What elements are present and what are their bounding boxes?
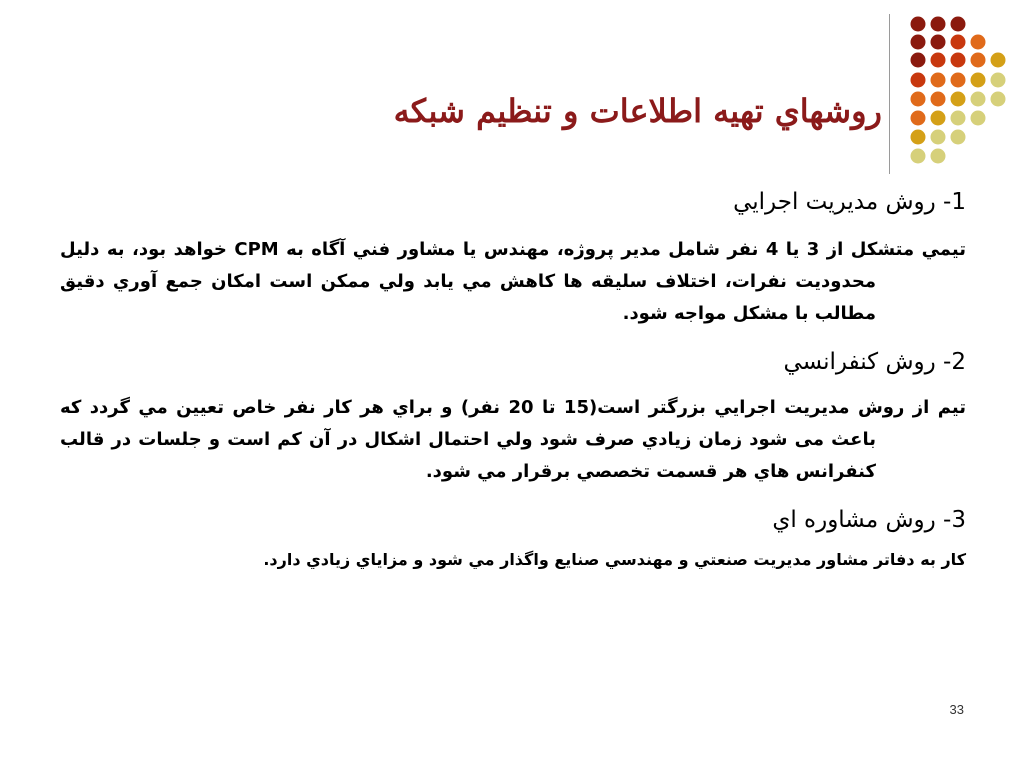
decorative-dot (991, 73, 1006, 88)
decorative-dot (991, 53, 1006, 68)
decorative-dot (951, 53, 966, 68)
decorative-dot (931, 73, 946, 88)
section-2-text: تيم از روش مديريت اجرايي بزرگتر است(15 تا 20 نفر) و براي هر كار نفر خاص تعيين مي گردد كه باعث می شود زمان زيادي صرف شود ولي احتمال اشكال در آن كم است و جلسات در قالب كنفرانس هاي هر قسمت تخصصي برقرار مي شود. (60, 397, 966, 482)
decorative-dot (911, 35, 926, 50)
decorative-dot (971, 73, 986, 88)
section-1-text: تيمي متشكل از 3 يا 4 نفر شامل مدير پروژه، مهندس يا مشاور فني آگاه به CPM خواهد بود، به دليل محدوديت نفرات، اختلاف سليقه ها كاهش مي يابد ولي ممكن است امكان جمع آوري دقيق مطالب با مشكل مواجه شود. (60, 239, 966, 324)
decorative-dot (971, 35, 986, 50)
decorative-dot (931, 92, 946, 107)
section-1-heading: 1- روش مديريت اجرايي (733, 189, 966, 215)
section-3-text: كار به دفاتر مشاور مديريت صنعتي و مهندسي صنايع واگذار مي شود و مزاياي زيادي دارد. (263, 550, 966, 569)
decorative-dot (911, 17, 926, 32)
decorative-dot (971, 111, 986, 126)
decorative-dot (911, 92, 926, 107)
decorative-dot (951, 92, 966, 107)
decorative-dot (971, 92, 986, 107)
decorative-dot (951, 111, 966, 126)
decorative-dot (931, 53, 946, 68)
decorative-dot (911, 53, 926, 68)
decorative-dot (911, 73, 926, 88)
decorative-dot (951, 73, 966, 88)
decorative-dot-grid (0, 0, 1024, 170)
section-3-heading: 3- روش مشاوره اي (772, 507, 966, 533)
decorative-dot (931, 111, 946, 126)
decorative-dot (991, 92, 1006, 107)
slide-body (60, 182, 966, 574)
decorative-dot (911, 130, 926, 145)
decorative-dot (931, 149, 946, 164)
decorative-dot (951, 35, 966, 50)
decorative-dot (931, 130, 946, 145)
decorative-dot (951, 130, 966, 145)
decorative-dot (971, 53, 986, 68)
decorative-dot (951, 17, 966, 32)
section-2-heading: 2- روش كنفرانسي (783, 349, 966, 375)
decorative-dot (931, 17, 946, 32)
decorative-dot (911, 111, 926, 126)
decorative-dot (931, 35, 946, 50)
decorative-dot (911, 149, 926, 164)
slide-title: روشهاي تهيه اطلاعات و تنظيم شبكه (393, 92, 882, 130)
title-divider-line (889, 14, 890, 174)
page-number: 33 (949, 702, 964, 717)
